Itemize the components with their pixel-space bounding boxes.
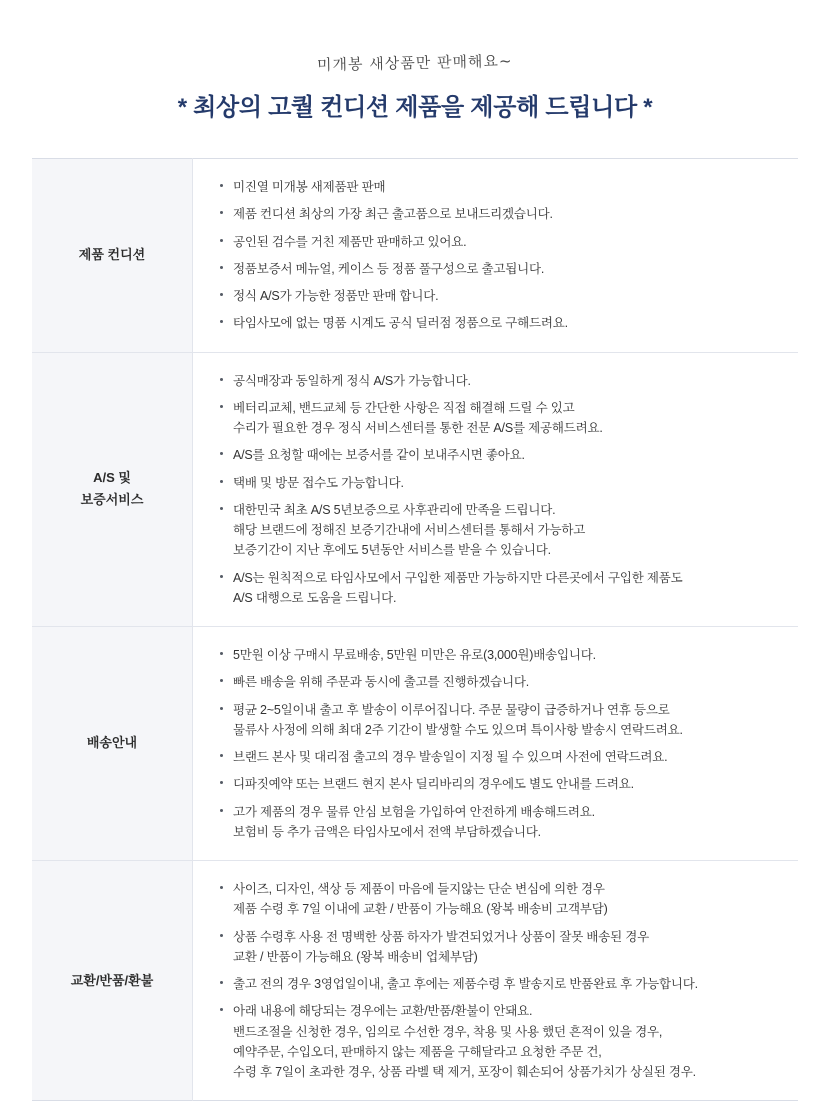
list-item	[219, 313, 776, 333]
row-label-exchange-return-refund	[32, 861, 193, 1101]
list-item-line: 수령 후 7일이 초과한 경우, 상품 라벨 택 제거, 포장이 훼손되어 상품가치가 상실된 경우.	[233, 1065, 696, 1079]
list-item-line: 수리가 필요한 경우 정식 서비스센터를 통한 전문 A/S를 제공해드려요.	[233, 421, 603, 435]
list-item	[219, 371, 776, 391]
list-item-line: 제품 수령 후 7일 이내에 교환 / 반품이 가능해요 (왕복 배송비 고객부담)	[233, 902, 608, 917]
list-item-line: 아래 내용에 해당되는 경우에는 교환/반품/환불이 안돼요.	[233, 1004, 533, 1019]
list-item-line: 보증기간이 지난 후에도 5년동안 서비스를 받을 수 있습니다.	[233, 543, 551, 558]
list-item-line: 상품 수령후 사용 전 명백한 상품 하자가 발견되었거나 상품이 잘못 배송된 경우	[233, 929, 650, 944]
header-subtitle: 미개봉 새상품만 판매해요~	[317, 51, 513, 75]
table-row	[32, 352, 798, 627]
list-item-line: 출고 전의 경우 3영업일이내, 출고 후에는 제품수령 후 발송지로 반품완료 후 가능합니다.	[233, 977, 698, 991]
list-item	[219, 445, 776, 465]
list-item-line: 5만원 이상 구매시 무료배송, 5만원 미만은 유로(3,000원)배송입니다.	[233, 648, 596, 662]
list-item-line: 공식매장과 동일하게 정식 A/S가 가능합니다.	[233, 373, 471, 388]
list-item-line: A/S 대행으로 도움을 드립니다.	[233, 590, 397, 605]
list-item-line: 평균 2~5일이내 출고 후 발송이 이루어집니다. 주문 물량이 급증하거나 연휴 등으로	[233, 702, 670, 717]
row-label-text-line2: 보증서비스	[80, 492, 144, 508]
list-item-line: 제품 컨디션 최상의 가장 최근 출고품으로 보내드리겠습니다.	[233, 207, 553, 222]
list-item	[219, 645, 776, 665]
row-content-product-condition	[193, 159, 799, 353]
list-item	[219, 398, 776, 439]
list-item-line: 밴드조절을 신청한 경우, 임의로 수선한 경우, 착용 및 사용 했던 흔적이 있을 경우,	[233, 1024, 663, 1039]
bullet-list	[219, 645, 776, 842]
list-item	[219, 500, 776, 561]
row-label-text-line1: A/S 및	[93, 470, 131, 486]
row-label-as-warranty	[32, 352, 193, 627]
list-item	[219, 177, 776, 197]
list-item-line: 보험비 등 추가 금액은 타임사모에서 전액 부담하겠습니다.	[233, 824, 541, 839]
list-item-line: 빠른 배송을 위해 주문과 동시에 출고를 진행하겠습니다.	[233, 675, 530, 690]
list-item	[219, 204, 776, 224]
list-item-line: 해당 브랜드에 정해진 보증기간내에 서비스센터를 통해서 가능하고	[233, 523, 586, 537]
bullet-list	[219, 371, 776, 609]
list-item	[219, 259, 776, 279]
list-item	[219, 232, 776, 252]
list-item-line: 교환 / 반품이 가능해요 (왕복 배송비 업체부담)	[233, 949, 478, 964]
list-item-line: 미진열 미개봉 새제품판 판매	[233, 180, 386, 194]
list-item-line: 예약주문, 수입오더, 판매하지 않는 제품을 구해달라고 요청한 주문 건,	[233, 1044, 602, 1059]
list-item	[219, 774, 776, 794]
list-item-line: 정품보증서 메뉴얼, 케이스 등 정품 풀구성으로 출고됩니다.	[233, 261, 545, 276]
list-item	[219, 286, 776, 306]
page-header	[32, 0, 798, 122]
list-item	[219, 1001, 776, 1082]
table-row	[32, 627, 798, 861]
list-item-line: 타임사모에 없는 명품 시계도 공식 딜러점 정품으로 구해드려요.	[233, 316, 568, 331]
list-item	[219, 927, 776, 968]
list-item-line: 디파짓예약 또는 브랜드 현지 본사 딜리바리의 경우에도 별도 안내를 드려요.	[233, 777, 634, 792]
list-item	[219, 700, 776, 741]
list-item-line: 고가 제품의 경우 물류 안심 보험을 가입하여 안전하게 배송해드려요.	[233, 804, 595, 819]
list-item-line: 정식 A/S가 가능한 정품만 판매 합니다.	[233, 289, 439, 303]
list-item-line: A/S를 요청할 때에는 보증서를 같이 보내주시면 좋아요.	[233, 448, 525, 463]
policy-table-body	[32, 159, 798, 1101]
row-label-product-condition	[32, 159, 193, 353]
table-row	[32, 861, 798, 1101]
list-item-line: 브랜드 본사 및 대리점 출고의 경우 발송일이 지정 될 수 있으며 사전에 연락드려요.	[233, 750, 668, 764]
bullet-list	[219, 177, 776, 334]
list-item-line: 대한민국 최초 A/S 5년보증으로 사후관리에 만족을 드립니다.	[233, 502, 556, 517]
row-label-shipping	[32, 627, 193, 861]
row-label-text: 제품 컨디션	[78, 247, 146, 263]
list-item	[219, 974, 776, 994]
list-item-line: A/S는 원칙적으로 타임사모에서 구입한 제품만 가능하지만 다른곳에서 구입한 제품도	[233, 570, 683, 585]
list-item	[219, 747, 776, 767]
list-item	[219, 568, 776, 609]
list-item	[219, 672, 776, 692]
list-item	[219, 802, 776, 843]
list-item-line: 물류사 사정에 의해 최대 2주 기간이 발생할 수도 있으며 특이사항 발송시 연락드려요.	[233, 722, 683, 737]
row-content-exchange-return-refund	[193, 861, 799, 1101]
list-item	[219, 473, 776, 493]
table-row	[32, 159, 798, 353]
list-item	[219, 879, 776, 920]
list-item-line: 사이즈, 디자인, 색상 등 제품이 마음에 들지않는 단순 변심에 의한 경우	[233, 882, 605, 896]
row-content-shipping	[193, 627, 799, 861]
policy-table	[32, 158, 798, 1101]
row-content-as-warranty	[193, 352, 799, 627]
list-item-line: 택배 및 방문 접수도 가능합니다.	[233, 475, 404, 490]
list-item-line: 베터리교체, 밴드교체 등 간단한 사항은 직접 해결해 드릴 수 있고	[233, 400, 575, 415]
row-label-text: 배송안내	[86, 735, 138, 751]
bullet-list	[219, 879, 776, 1082]
list-item-line: 공인된 검수를 거친 제품만 판매하고 있어요.	[233, 234, 467, 249]
row-label-text: 교환/반품/환불	[70, 972, 154, 988]
page-title: * 최상의 고퀄 컨디션 제품을 제공해 드립니다 *	[177, 94, 653, 121]
